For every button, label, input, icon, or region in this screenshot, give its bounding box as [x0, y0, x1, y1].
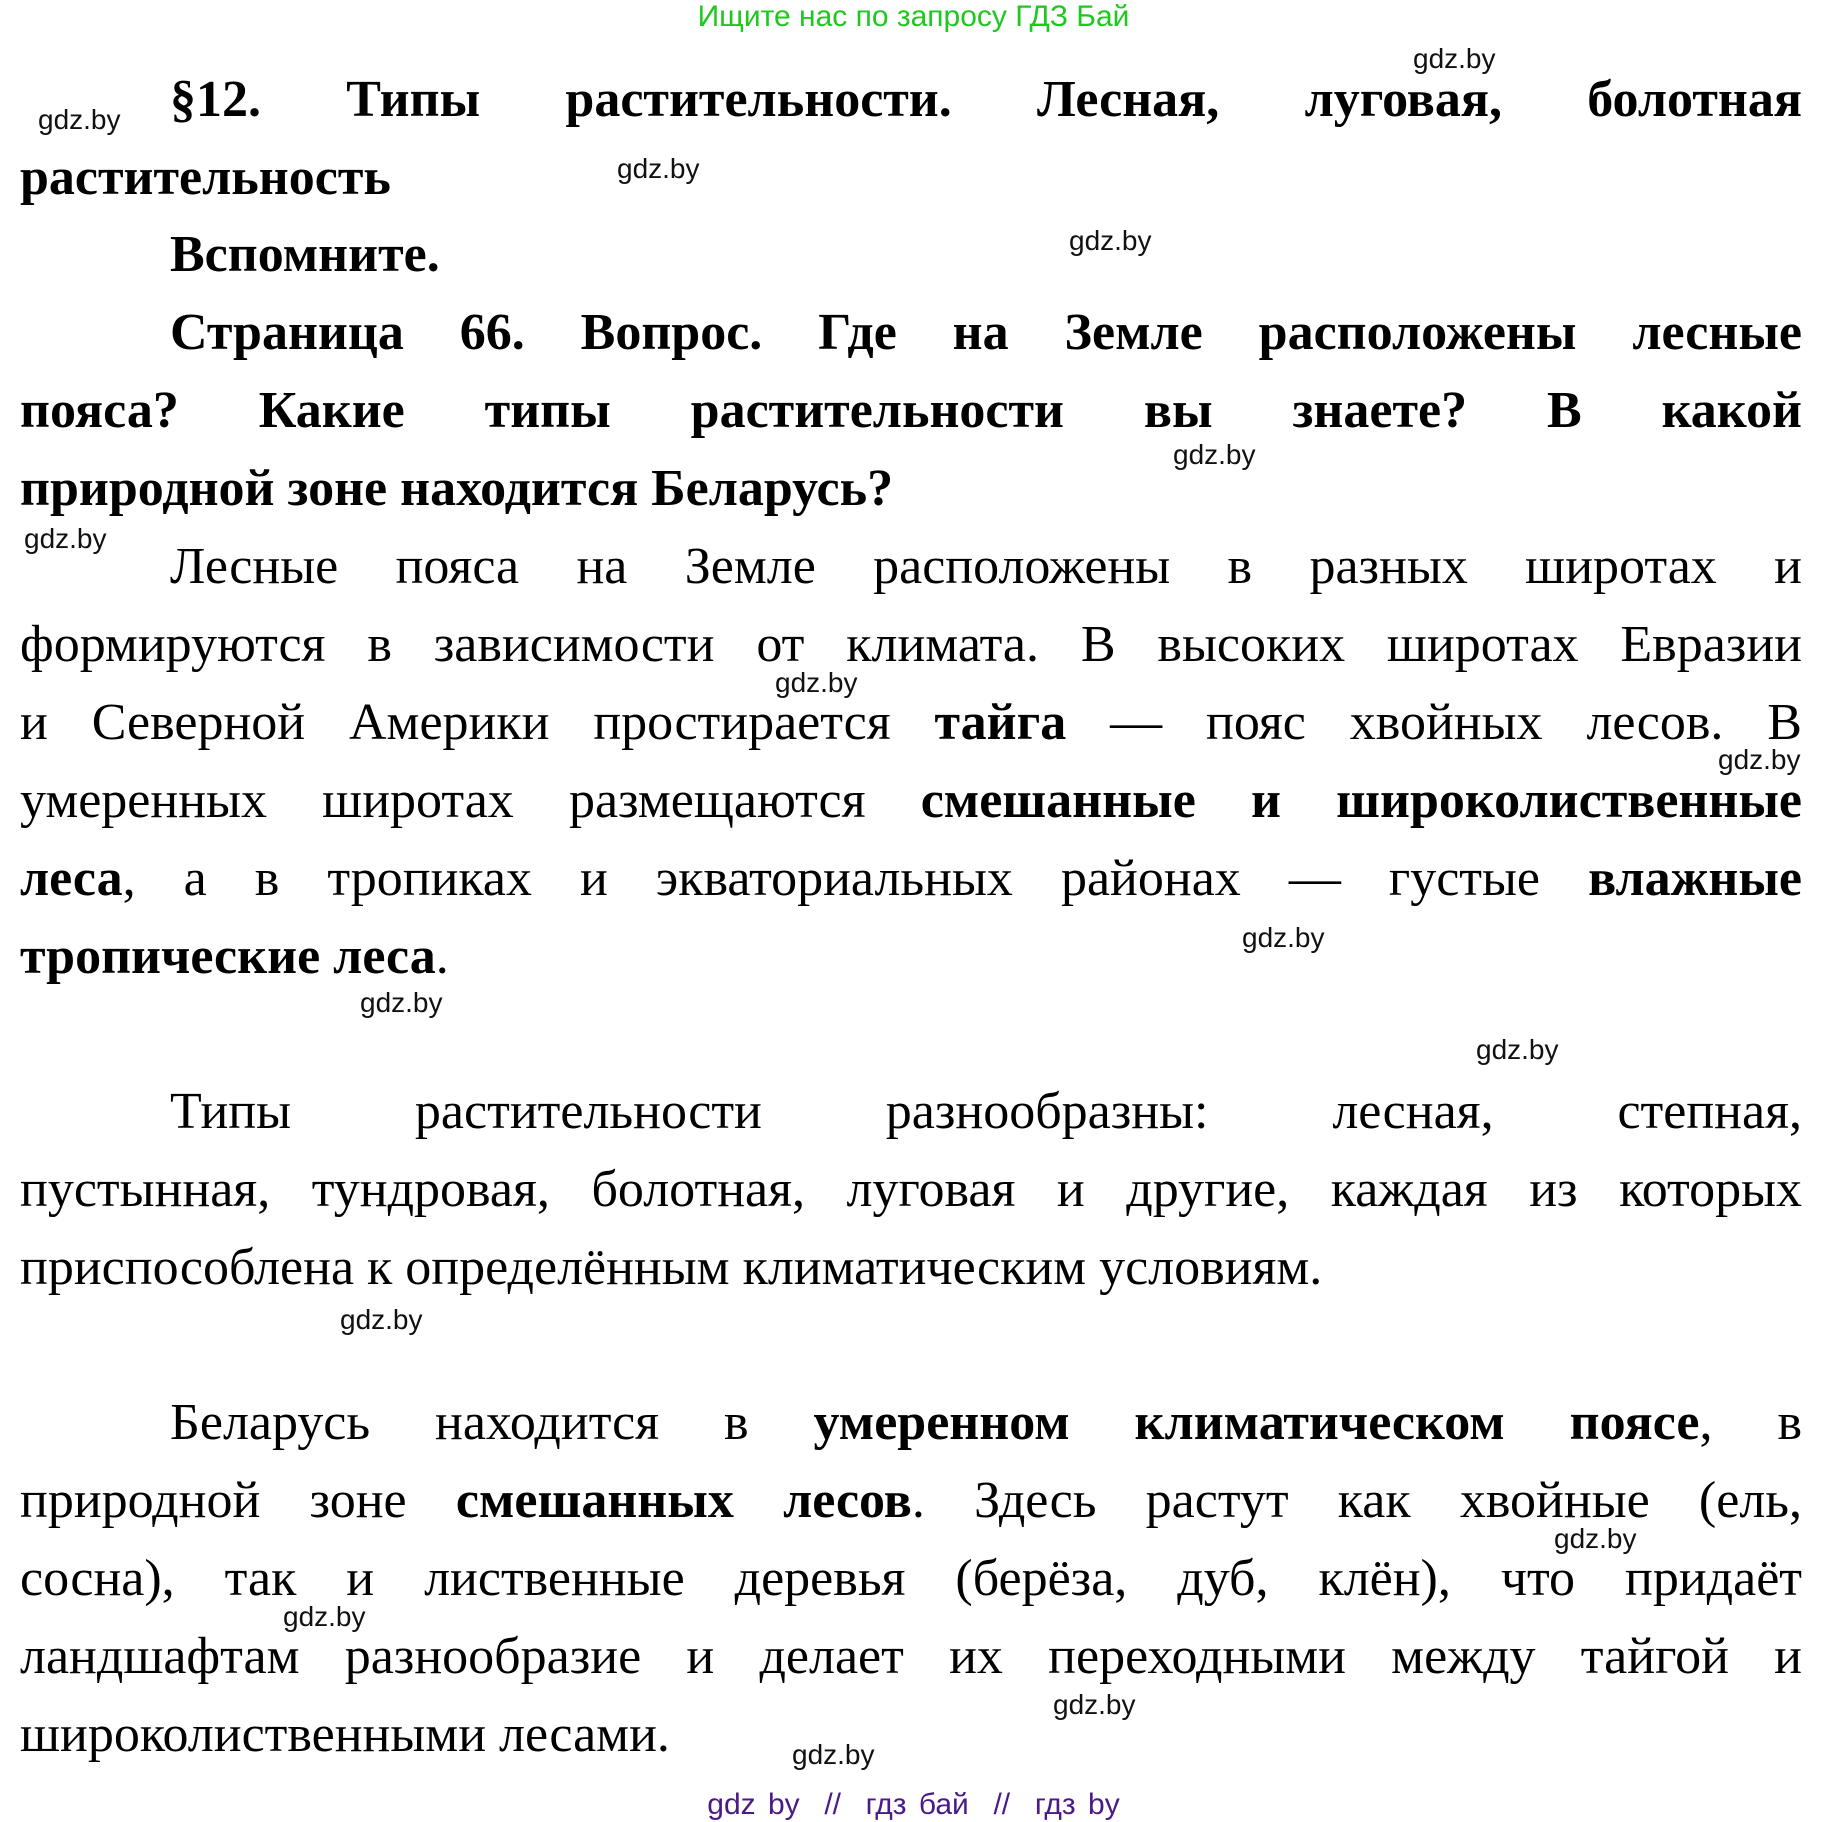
watermark: gdz.by: [1718, 744, 1801, 775]
question-text: пояса? Какие типы растительности вы знаете? В какой: [20, 382, 1802, 439]
answer-text: .: [435, 928, 449, 985]
answer-text: широколиственными лесами.: [20, 1706, 670, 1763]
bold-term: смешанных лесов: [455, 1472, 912, 1529]
watermark: gdz.by: [1476, 1034, 1559, 1065]
answer1-line6: [20, 927, 1802, 987]
watermark: gdz.by: [340, 1304, 423, 1335]
heading-text: §12. Типы растительности. Лесная, луговая, болотная: [170, 71, 1802, 128]
answer-text: формируются в зависимости от климата. В высоких широтах Евразии: [20, 616, 1802, 673]
bold-term: умеренном климатическом поясе: [813, 1394, 1700, 1451]
watermark: gdz.by: [24, 523, 107, 554]
answer-text: . Здесь растут как хвойные (ель,: [911, 1472, 1802, 1529]
watermark: gdz.by: [1053, 1689, 1136, 1720]
watermark: gdz.by: [1413, 43, 1496, 74]
answer-text: Типы растительности разнообразны: лесная, степная,: [170, 1083, 1802, 1140]
answer1-line1: [20, 537, 1802, 597]
watermark: gdz.by: [617, 153, 700, 184]
answer-text: , в: [1699, 1394, 1803, 1451]
watermark: gdz.by: [360, 987, 443, 1018]
watermark: gdz.by: [1173, 439, 1256, 470]
bold-term: леса: [20, 850, 123, 907]
answer-text: ландшафтам разнообразие и делает их переходными между тайгой и: [20, 1628, 1802, 1685]
heading-text: растительность: [20, 149, 391, 206]
answer3-line4: [20, 1627, 1802, 1687]
watermark: gdz.by: [1069, 225, 1152, 256]
answer-text: умеренных широтах размещаются: [20, 772, 921, 829]
question-line1: [20, 303, 1802, 363]
footer-links[interactable]: gdz by // гдз бай // гдз by: [707, 1788, 1120, 1821]
recall-text: Вспомните.: [170, 226, 440, 283]
watermark: gdz.by: [1554, 1523, 1637, 1554]
watermark: gdz.by: [38, 104, 121, 135]
answer3-line5: [20, 1705, 1802, 1765]
answer-text: пустынная, тундровая, болотная, луговая и другие, каждая из которых: [20, 1161, 1802, 1218]
answer-text: — пояс хвойных лесов. В: [1066, 694, 1802, 751]
question-line3: [20, 459, 1802, 519]
bold-term: влажные: [1588, 850, 1802, 907]
recall-label: [20, 225, 1802, 285]
section-heading-line1: [20, 70, 1802, 130]
answer3-line2: [20, 1471, 1802, 1531]
watermark: gdz.by: [775, 667, 858, 698]
section-heading-line2: [20, 148, 1802, 208]
answer1-line5: [20, 849, 1802, 909]
answer-text: и Северной Америки простирается: [20, 694, 935, 751]
bold-term: тайга: [934, 694, 1067, 751]
answer-text: приспособлена к определённым климатическим условиям.: [20, 1239, 1323, 1296]
answer1-line4: [20, 771, 1802, 831]
answer-text: , а в тропиках и экваториальных районах — густые: [122, 850, 1589, 907]
question-line2: [20, 381, 1802, 441]
answer-text: Беларусь находится в: [170, 1394, 814, 1451]
bold-term: смешанные и широколиственные: [920, 772, 1803, 829]
answer3-line1: [20, 1393, 1802, 1453]
answer2-line2: [20, 1160, 1802, 1220]
answer-text: сосна), так и лиственные деревья (берёза, дуб, клён), что придаёт: [20, 1550, 1802, 1607]
answer1-line2: [20, 615, 1802, 675]
question-text: Страница 66. Вопрос. Где на Земле расположены лесные: [170, 304, 1802, 361]
answer2-line1: [20, 1082, 1802, 1142]
bold-term: тропические леса: [20, 928, 436, 985]
watermark: gdz.by: [792, 1739, 875, 1770]
answer1-line3: [20, 693, 1802, 753]
answer3-line3: [20, 1549, 1802, 1609]
watermark: gdz.by: [283, 1601, 366, 1632]
answer2-line3: [20, 1238, 1802, 1298]
question-text: природной зоне находится Беларусь?: [20, 460, 894, 517]
watermark: gdz.by: [1242, 922, 1325, 953]
answer-text: природной зоне: [20, 1472, 456, 1529]
search-banner[interactable]: Ищите нас по запросу ГДЗ Бай: [697, 0, 1130, 33]
answer-text: Лесные пояса на Земле расположены в разных широтах и: [170, 538, 1802, 595]
